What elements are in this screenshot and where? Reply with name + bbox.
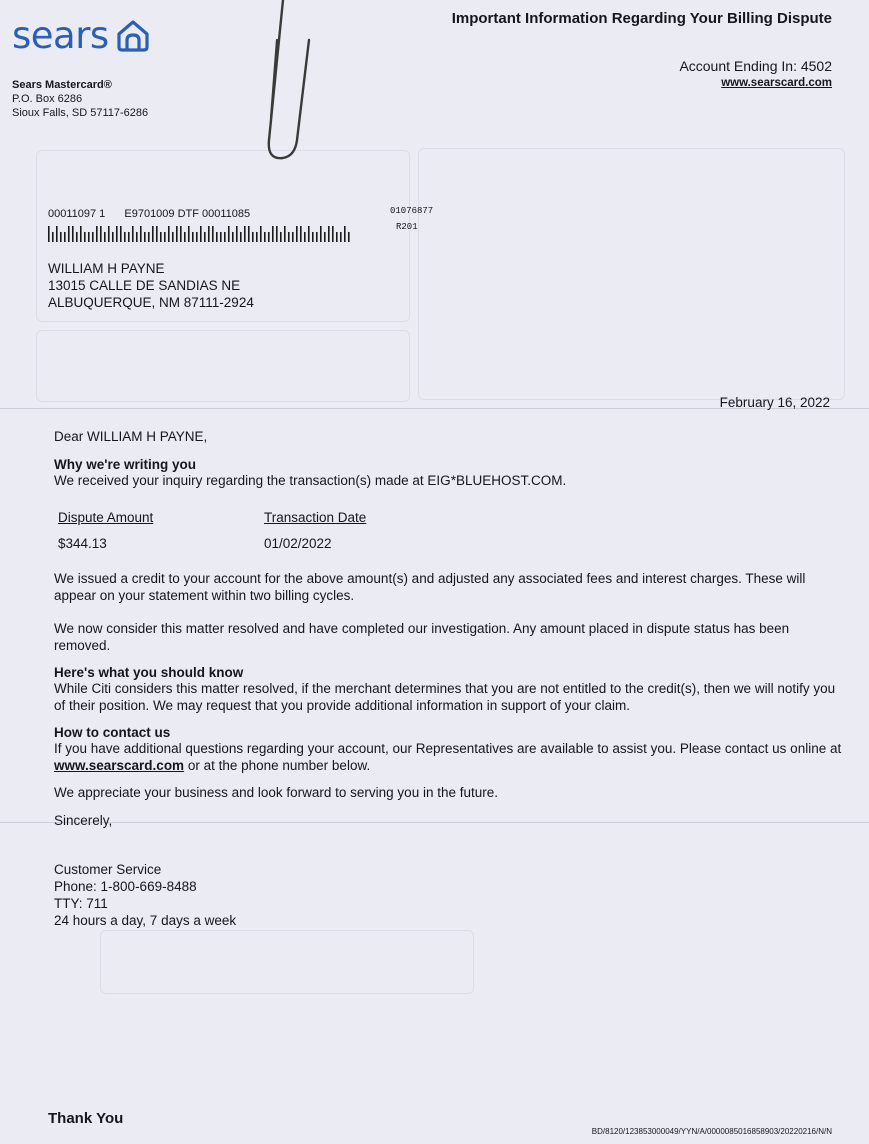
contact-text: or at the phone number below. (184, 758, 371, 773)
thank-you: Thank You (48, 1110, 124, 1127)
signature-block (54, 861, 844, 929)
paragraph: We now consider this matter resolved and have completed our investigation. Any amount placed in dispute status has been removed. (54, 621, 790, 653)
signature-hours: 24 hours a day, 7 days a week (54, 913, 237, 928)
transaction-date-label: Transaction Date (264, 510, 367, 525)
recipient-city: ALBUQUERQUE, NM 87111-2924 (48, 295, 254, 310)
sender-address (12, 78, 148, 120)
paper-clip-icon (255, 0, 315, 165)
section-heading: Here's what you should know (54, 665, 244, 680)
dispute-amount-value: $344.13 (58, 536, 107, 551)
mail-code-block (390, 203, 433, 235)
paragraph: We appreciate your business and look forward to serving you in the future. (54, 785, 498, 800)
footer-code: BD/8120/123853000049/YYN/A/0000085016858903/20220216/N/N (591, 1127, 832, 1136)
letter-title: Important Information Regarding Your Billing Dispute (451, 10, 832, 27)
show-through-box (100, 930, 474, 994)
section-heading: Why we're writing you (54, 457, 196, 472)
sender-address-line: Sioux Falls, SD 57117-6286 (12, 107, 149, 119)
sender-address-line: P.O. Box 6286 (12, 93, 83, 105)
sears-logo (12, 14, 151, 56)
recipient-address (48, 260, 254, 311)
postal-barcode (48, 226, 350, 242)
account-ending: Account Ending In: 4502 (679, 58, 832, 74)
house-icon (115, 17, 151, 53)
show-through-box (36, 330, 410, 402)
signature-tty: TTY: 711 (54, 896, 108, 911)
mail-code: 00011097 1 (48, 208, 106, 220)
recipient-name: WILLIAM H PAYNE (48, 261, 165, 276)
mail-codes (48, 208, 266, 220)
contact-paragraph (54, 740, 844, 774)
transaction-date-value: 01/02/2022 (264, 536, 332, 551)
logo-wordmark: sears (12, 13, 109, 57)
dispute-amount-label: Dispute Amount (58, 510, 154, 525)
show-through-box (418, 148, 845, 400)
mail-code: E9701009 DTF 00011085 (124, 208, 251, 220)
website-link[interactable]: www.searscard.com (721, 77, 832, 89)
salutation: Dear WILLIAM H PAYNE, (54, 429, 208, 444)
contact-website-link[interactable]: www.searscard.com (54, 758, 185, 773)
section-heading: How to contact us (54, 725, 171, 740)
paragraph: While Citi considers this matter resolved, if the merchant determines that you are not entitled to the credit(s), then we will notify you of their position. We may request that you provide additional information in support of your claim. (54, 681, 836, 713)
contact-text: If you have additional questions regarding your account, our Representatives are available to assist you. Please contact us online at (54, 741, 842, 756)
signature-phone: Phone: 1-800-669-8488 (54, 879, 197, 894)
paragraph: We received your inquiry regarding the transaction(s) made at EIG*BLUEHOST.COM. (54, 473, 567, 488)
sender-name: Sears Mastercard® (12, 79, 112, 91)
mail-code: 01076877 (390, 206, 434, 216)
paragraph: We issued a credit to your account for the above amount(s) and adjusted any associated fees and interest charges. These will appear on your statement within two billing cycles. (54, 571, 806, 603)
closing: Sincerely, (54, 813, 113, 828)
recipient-street: 13015 CALLE DE SANDIAS NE (48, 278, 241, 293)
mail-code: R201 (396, 222, 418, 232)
signature-line: Customer Service (54, 862, 162, 877)
letter-date: February 16, 2022 (719, 395, 830, 410)
